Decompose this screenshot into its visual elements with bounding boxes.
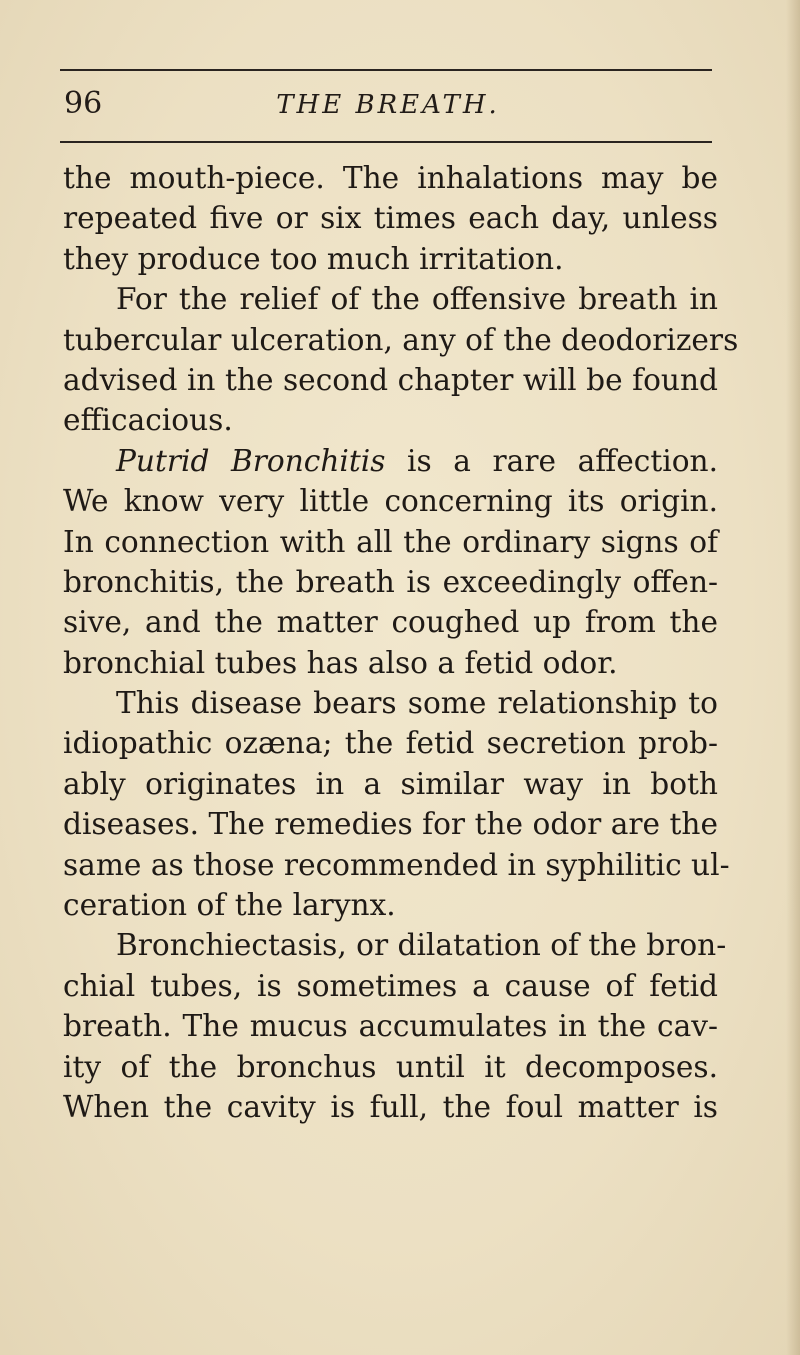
text-line: bronchitis, the breath is exceedingly offen- [63,564,718,599]
text-line: ceration of the larynx. [63,888,396,923]
text-line: chial tubes, is sometimes a cause of fetid [63,968,718,1003]
text-line: We know very little concerning its origin. [63,484,718,519]
text-line: same as those recommended in syphilitic ul- [63,847,730,882]
text-line: efficacious. [63,403,233,438]
header-rule-bottom [60,141,712,143]
text-line: When the cavity is full, the foul matter is [63,1089,718,1124]
running-title: THE BREATH. [276,90,500,120]
text-line: diseases. The remedies for the odor are the [63,807,718,842]
text-line: In connection with all the ordinary signs of [63,524,718,559]
text-fragment: is a rare affection. [385,443,718,478]
text-line: advised in the second chapter will be found [63,362,718,397]
body-text [63,158,739,1127]
page-edge-shadow [786,0,800,1355]
italic-term: Putrid Bronchitis [116,443,386,478]
text-line: breath. The mucus accumulates in the cav- [63,1009,718,1044]
text-line-with-italic-heading [63,441,718,481]
header-rule-top [60,69,712,71]
text-line: For the relief of the offensive breath in [116,282,718,317]
page-number: 96 [64,86,103,121]
text-line: sive, and the matter coughed up from the [63,605,718,640]
text-line: tubercular ulceration, any of the deodorizers [63,322,739,357]
text-line: ity of the bronchus until it decomposes. [63,1049,718,1084]
text-line: This disease bears some relationship to [116,686,718,721]
text-line: idiopathic ozæna; the fetid secretion prob- [63,726,718,761]
text-line: they produce too much irritation. [63,241,564,276]
text-line: ably originates in a similar way in both [63,766,718,801]
text-line: repeated five or six times each day, unless [63,201,718,236]
text-line: bronchial tubes has also a fetid odor. [63,645,618,680]
text-line: Bronchiectasis, or dilatation of the bron- [116,928,727,963]
text-line: the mouth-piece. The inhalations may be [63,161,718,195]
